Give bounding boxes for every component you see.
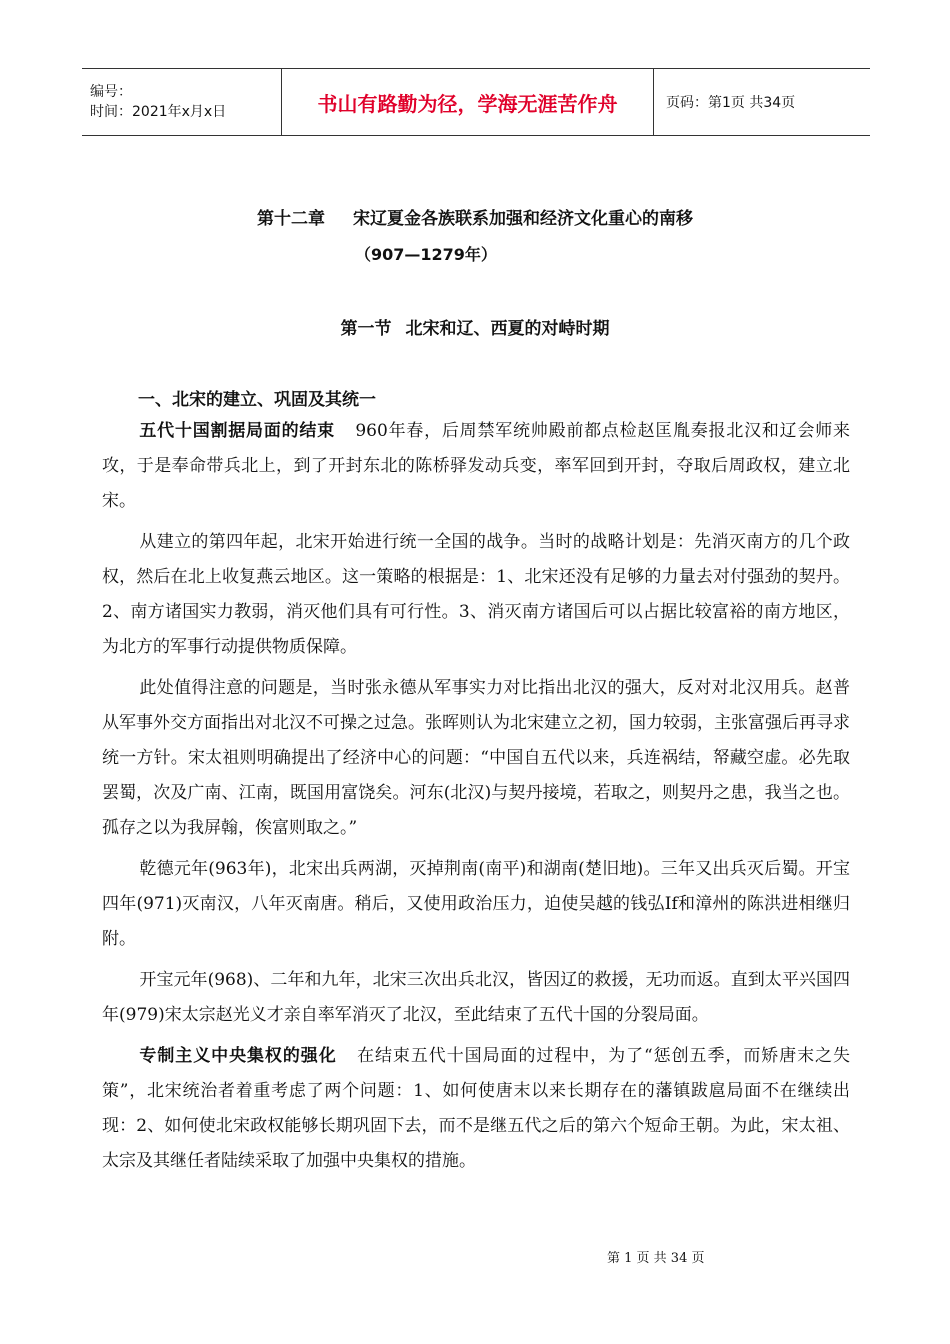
section-number: 第一节 (340, 319, 392, 339)
subsection-heading: 一、北宋的建立、巩固及其统一 (138, 390, 376, 410)
paragraph (102, 852, 850, 957)
section-title: 北宋和辽、西夏的对峙时期 (405, 319, 610, 339)
paragraph-text: 在结束五代十国局面的过程中，为了“惩创五季，而矫唐末之失策”，北宋统治者着重考虑了两个问题：1、如何使唐末以来长期存在的藩镇跋扈局面不在继续出现：2、如何使北宋政权能够长期巩固下去，而不是继五代之后的第六个短命王朝。为此，宋太祖、太宗及其继任者陆续采取了加强中央集权的措施。 (102, 1046, 850, 1171)
paragraph-lead: 专制主义中央集权的强化 (139, 1046, 337, 1066)
paragraph-text: 乾德元年(963年)，北宋出兵两湖，灭掉荆南(南平)和湖南(楚旧地)。三年又出兵灭后蜀。开宝四年(971)灭南汉，八年灭南唐。稍后，又使用政治压力，迫使吴越的钱弘If和漳州的陈洪进相继归附。 (102, 859, 850, 949)
paragraph (102, 525, 850, 665)
chapter-heading (0, 204, 950, 229)
paragraph-lead: 五代十国割据局面的结束 (139, 421, 335, 441)
paragraph (102, 414, 850, 519)
paragraph-text: 960年春，后周禁军统帅殿前都点检赵匡胤奏报北汉和辽会师来攻，于是奉命带兵北上，到了开封东北的陈桥驿发动兵变，率军回到开封，夺取后周政权，建立北宋。 (102, 421, 851, 511)
paragraph-text: 此处值得注意的问题是，当时张永德从军事实力对比指出北汉的强大，反对对北汉用兵。赵普从军事外交方面指出对北汉不可操之过急。张晖则认为北宋建立之初，国力较弱，主张富强后再寻求统一方针。宋太祖则明确提出了经济中心的问题：“中国自五代以来，兵连祸结，帑藏空虚。必先取罢蜀，次及广南、江南，既国用富饶矣。河东(北汉)与契丹接境，若取之，则契丹之患，我当之也。孤存之以为我屏翰，俟富则取之。” (102, 678, 850, 838)
paragraph (102, 671, 850, 846)
page-header (82, 68, 870, 136)
chapter-years: （907—1279年） (355, 245, 497, 264)
header-motto: 书山有路勤为径，学海无涯苦作舟 (282, 69, 654, 135)
paragraph-text: 从建立的第四年起，北宋开始进行统一全国的战争。当时的战略计划是：先消灭南方的几个政权，然后在北上收复燕云地区。这一策略的根据是：1、北宋还没有足够的力量去对付强劲的契丹。2、南方诸国实力教弱，消灭他们具有可行性。3、消灭南方诸国后可以占据比较富裕的南方地区，为北方的军事行动提供物质保障。 (102, 532, 850, 657)
body-text (102, 414, 850, 1185)
date-label: 时间：2021年x月x日 (90, 104, 227, 120)
section-heading (0, 314, 950, 339)
paragraph (102, 963, 850, 1033)
header-page-code: 页码：第1页 共34页 (666, 95, 796, 111)
serial-label: 编号： (90, 84, 132, 100)
paragraph-text: 开宝元年(968)、二年和九年，北宋三次出兵北汉，皆因辽的救援，无功而返。直到太平兴国四年(979)宋太宗赵光义才亲自率军消灭了北汉，至此结束了五代十国的分裂局面。 (102, 970, 850, 1025)
paragraph (102, 1039, 850, 1179)
chapter-number: 第十二章 (257, 209, 325, 229)
header-meta (82, 69, 282, 135)
chapter-title: 宋辽夏金各族联系加强和经济文化重心的南移 (353, 209, 693, 229)
page-footer: 第 1 页 共 34 页 (607, 1251, 705, 1266)
